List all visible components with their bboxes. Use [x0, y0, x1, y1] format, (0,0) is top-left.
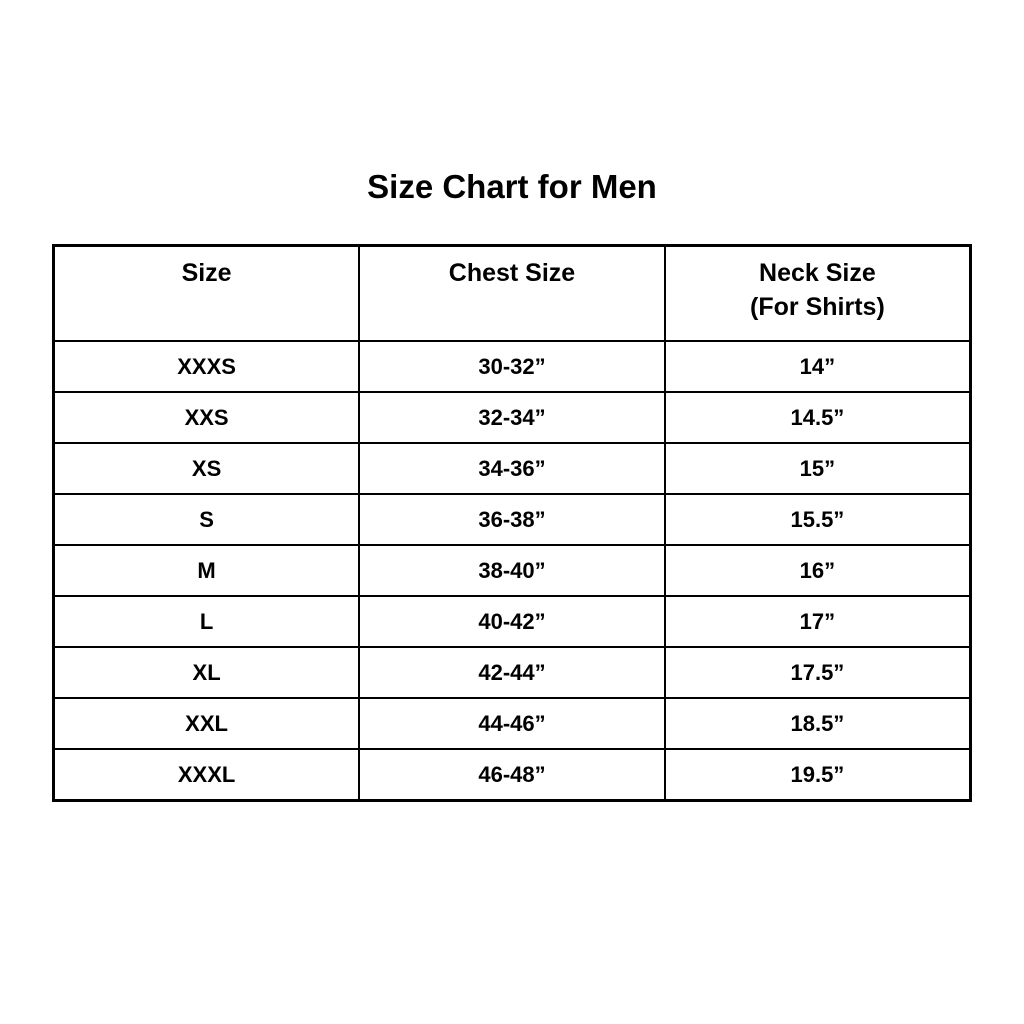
size-chart-table [52, 244, 972, 802]
table-header [54, 246, 971, 342]
neck-cell: 16” [665, 545, 971, 596]
size-cell: XXXL [54, 749, 360, 801]
neck-cell: 15” [665, 443, 971, 494]
header-neck-size-label: Neck Size [759, 259, 876, 287]
chest-cell: 32-34” [359, 392, 665, 443]
size-cell: XXXS [54, 341, 360, 392]
size-cell: XL [54, 647, 360, 698]
table-row [54, 749, 971, 801]
table-body [54, 341, 971, 801]
neck-cell: 19.5” [665, 749, 971, 801]
chest-cell: 30-32” [359, 341, 665, 392]
header-size-label: Size [181, 259, 232, 287]
table-row [54, 392, 971, 443]
chest-cell: 44-46” [359, 698, 665, 749]
header-size [54, 246, 360, 342]
header-neck-size-sublabel: (For Shirts) [750, 293, 885, 321]
chest-cell: 36-38” [359, 494, 665, 545]
page-title: Size Chart for Men [367, 168, 657, 205]
size-cell: S [54, 494, 360, 545]
neck-cell: 17.5” [665, 647, 971, 698]
size-cell: XXL [54, 698, 360, 749]
table-row [54, 443, 971, 494]
table-row [54, 341, 971, 392]
size-cell: L [54, 596, 360, 647]
header-chest-size-label: Chest Size [448, 259, 576, 287]
table-row [54, 494, 971, 545]
table-row [54, 647, 971, 698]
size-cell: XXS [54, 392, 360, 443]
neck-cell: 14” [665, 341, 971, 392]
size-cell: M [54, 545, 360, 596]
header-neck-size [665, 246, 971, 342]
chest-cell: 46-48” [359, 749, 665, 801]
neck-cell: 18.5” [665, 698, 971, 749]
neck-cell: 15.5” [665, 494, 971, 545]
neck-cell: 17” [665, 596, 971, 647]
size-cell: XS [54, 443, 360, 494]
header-chest-size [359, 246, 665, 342]
header-row [54, 246, 971, 342]
chest-cell: 34-36” [359, 443, 665, 494]
table-row [54, 596, 971, 647]
table-row [54, 545, 971, 596]
neck-cell: 14.5” [665, 392, 971, 443]
chest-cell: 42-44” [359, 647, 665, 698]
chest-cell: 38-40” [359, 545, 665, 596]
table-row [54, 698, 971, 749]
chest-cell: 40-42” [359, 596, 665, 647]
